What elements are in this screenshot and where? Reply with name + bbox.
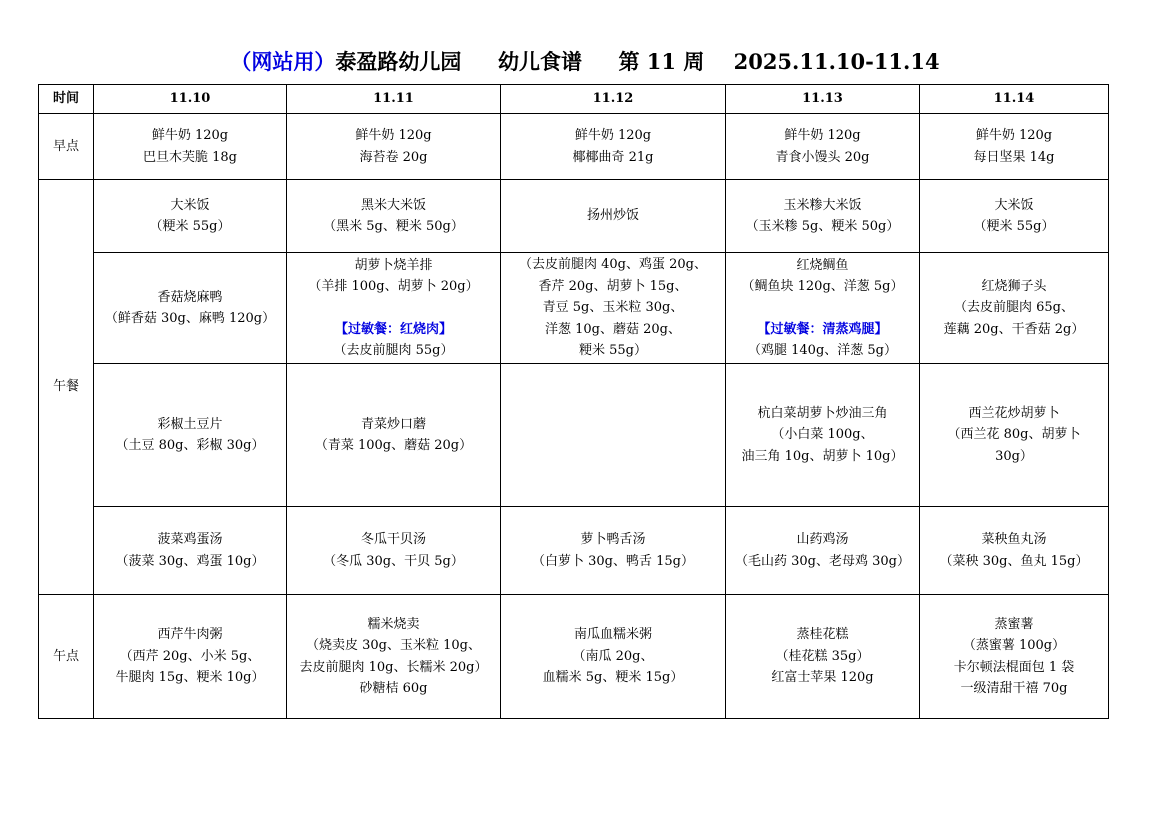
cell-line: 胡萝卜烧羊排 xyxy=(354,257,433,273)
row-label-snack: 午点 xyxy=(39,595,94,719)
cell-line: 牛腿肉 15g、粳米 10g） xyxy=(115,670,265,686)
cell-line: 每日坚果 14g xyxy=(973,149,1055,165)
soup-cell xyxy=(287,507,501,595)
snack-cell xyxy=(501,595,726,719)
breakfast-cell xyxy=(501,114,726,180)
cell-line: 彩椒土豆片 xyxy=(157,416,223,432)
cell-line: 鲜牛奶 120g xyxy=(151,128,229,143)
header-date: 11.13 xyxy=(726,85,920,114)
cell-line: 红烧鲷鱼 xyxy=(796,257,849,273)
main-dish-cell xyxy=(287,253,501,364)
cell-line: （鸡腿 140g、洋葱 5g） xyxy=(748,343,897,358)
staple-cell xyxy=(287,180,501,253)
lunch-soup-row xyxy=(39,507,1109,595)
cell-line: 玉米糁大米饭 xyxy=(783,197,862,213)
cell-line: 青菜炒口蘑 xyxy=(360,416,426,432)
cell-line: （羊排 100g、胡萝卜 20g） xyxy=(308,279,479,294)
cell-line: 山药鸡汤 xyxy=(796,532,849,547)
cell-line: （蒸蜜薯 100g） xyxy=(962,638,1066,653)
breakfast-cell xyxy=(920,114,1109,180)
cell-line: 西兰花炒胡萝卜 xyxy=(968,405,1060,421)
cell-line: （菜秧 30g、鱼丸 15g） xyxy=(939,553,1089,569)
cell-line: 西芹牛肉粥 xyxy=(157,627,223,643)
veg-dish-cell xyxy=(726,364,920,507)
breakfast-row xyxy=(39,114,1109,180)
header-date: 11.10 xyxy=(94,85,287,114)
row-label-breakfast: 早点 xyxy=(39,114,94,180)
cell-line: 去皮前腿肉 10g、长糯米 20g） xyxy=(299,659,488,675)
staple-cell xyxy=(501,180,726,253)
staple-cell xyxy=(94,180,287,253)
cell-line: 一级清甜干禧 70g xyxy=(960,681,1068,696)
cell-line: （冬瓜 30g、干贝 5g） xyxy=(323,553,464,569)
cell-line: （鲜香菇 30g、麻鸭 120g） xyxy=(104,311,276,326)
cell-line: （青菜 100g、蘑菇 20g） xyxy=(314,438,473,453)
cell-line: 香菇烧麻鸭 xyxy=(157,289,223,305)
cell-line: 南瓜血糯米粥 xyxy=(573,627,652,643)
lunch-veg-row xyxy=(39,364,1109,507)
staple-cell xyxy=(920,180,1109,253)
header-date: 11.14 xyxy=(920,85,1109,114)
snack-cell xyxy=(287,595,501,719)
snack-row xyxy=(39,595,1109,719)
cell-line: （西芹 20g、小米 5g、 xyxy=(119,648,261,664)
cell-line: 扬州炒饭 xyxy=(586,208,639,224)
row-label-lunch: 午餐 xyxy=(39,180,94,595)
allergy-meal-label: 【过敏餐：红烧肉】 xyxy=(334,321,452,337)
cell-line: 鲜牛奶 120g xyxy=(784,128,861,143)
cell-line: 海苔卷 20g xyxy=(359,149,428,165)
veg-dish-cell xyxy=(94,364,287,507)
snack-cell xyxy=(920,595,1109,719)
soup-cell xyxy=(920,507,1109,595)
title-prefix: （网站用） xyxy=(230,49,336,74)
cell-line: （粳米 55g） xyxy=(149,219,231,234)
allergy-meal-label: 【过敏餐：清蒸鸡腿】 xyxy=(757,321,888,337)
veg-dish-cell xyxy=(920,364,1109,507)
lunch-staple-row xyxy=(39,180,1109,253)
cell-line: （南瓜 20g、 xyxy=(572,648,654,664)
cell-line: 糯米烧卖 xyxy=(367,616,420,632)
cell-line: 红烧狮子头 xyxy=(981,278,1047,294)
cell-line: 蒸桂花糕 xyxy=(796,627,849,643)
cell-line: 冬瓜干贝汤 xyxy=(360,532,426,547)
cell-line: 大米饭 xyxy=(994,197,1034,213)
cell-line: 巴旦木芙脆 18g xyxy=(143,149,237,165)
cell-line: 洋葱 10g、蘑菇 20g、 xyxy=(545,321,681,337)
cell-line: （菠菜 30g、鸡蛋 10g） xyxy=(115,553,265,569)
main-dish-cell xyxy=(726,253,920,364)
cell-line: 卡尔顿法棍面包 1 袋 xyxy=(953,659,1075,675)
cell-line: 30g） xyxy=(995,448,1033,464)
header-date: 11.11 xyxy=(287,85,501,114)
breakfast-cell xyxy=(94,114,287,180)
cell-line: （烧卖皮 30g、玉米粒 10g、 xyxy=(306,638,481,653)
cell-line: 青食小馒头 20g xyxy=(775,149,870,165)
cell-line: 菠菜鸡蛋汤 xyxy=(157,532,223,547)
cell-line: 油三角 10g、胡萝卜 10g） xyxy=(741,448,904,464)
page-title xyxy=(0,46,1170,76)
soup-cell xyxy=(94,507,287,595)
cell-line: （西兰花 80g、胡萝卜 xyxy=(947,427,1081,443)
cell-line: 鲜牛奶 120g xyxy=(975,128,1053,143)
cell-line: 萝卜鸭舌汤 xyxy=(580,532,646,547)
cell-line: （桂花糕 35g） xyxy=(775,648,870,664)
staple-cell xyxy=(726,180,920,253)
cell-line: （小白菜 100g、 xyxy=(771,427,874,443)
cell-line: 椰椰曲奇 21g xyxy=(572,149,654,165)
cell-line: （毛山药 30g、老母鸡 30g） xyxy=(735,553,910,569)
menu-table xyxy=(38,84,1109,719)
cell-line: 黑米大米饭 xyxy=(360,197,426,213)
cell-line: 红富士苹果 120g xyxy=(771,670,874,686)
main-dish-cell xyxy=(920,253,1109,364)
cell-line: 鲜牛奶 120g xyxy=(574,128,652,143)
cell-line: 青豆 5g、玉米粒 30g、 xyxy=(542,300,684,316)
cell-line: （土豆 80g、彩椒 30g） xyxy=(115,438,265,453)
snack-cell xyxy=(726,595,920,719)
breakfast-cell xyxy=(726,114,920,180)
cell-line: 鲜牛奶 120g xyxy=(355,128,432,143)
cell-line: 杭白菜胡萝卜炒油三角 xyxy=(757,405,888,421)
title-text: 泰盈路幼儿园 幼儿食谱 第 11 周 2025.11.10-11.14 xyxy=(335,49,940,74)
lunch-main-row xyxy=(39,253,1109,364)
veg-dish-cell xyxy=(287,364,501,507)
cell-line: （黑米 5g、粳米 50g） xyxy=(323,219,464,234)
cell-line: （鲷鱼块 120g、洋葱 5g） xyxy=(741,279,904,294)
soup-cell xyxy=(501,507,726,595)
cell-line: 砂糖桔 60g xyxy=(359,681,428,696)
cell-line: 蒸蜜薯 xyxy=(994,616,1034,632)
cell-line: 粳米 55g） xyxy=(579,343,647,359)
header-date: 11.12 xyxy=(501,85,726,114)
main-dish-cell xyxy=(501,253,726,364)
breakfast-cell xyxy=(287,114,501,180)
header-time: 时间 xyxy=(39,85,94,114)
cell-line: （玉米糁 5g、粳米 50g） xyxy=(745,219,900,234)
cell-line: 血糯米 5g、粳米 15g） xyxy=(542,670,684,686)
soup-cell xyxy=(726,507,920,595)
cell-line: 大米饭 xyxy=(170,197,210,213)
cell-line: 菜秧鱼丸汤 xyxy=(981,532,1047,547)
header-row xyxy=(39,85,1109,114)
main-dish-cell xyxy=(94,253,287,364)
cell-line: （去皮前腿肉 40g、鸡蛋 20g、 xyxy=(519,257,707,273)
cell-line: 莲藕 20g、干香菇 2g） xyxy=(943,321,1085,337)
cell-line: （去皮前腿肉 55g） xyxy=(333,343,454,358)
cell-line: （白萝卜 30g、鸭舌 15g） xyxy=(532,553,694,569)
cell-line: （去皮前腿肉 65g、 xyxy=(954,300,1074,316)
veg-dish-cell-empty xyxy=(501,364,726,507)
cell-line: （粳米 55g） xyxy=(973,219,1055,234)
cell-line: 香芹 20g、胡萝卜 15g、 xyxy=(538,278,688,294)
snack-cell xyxy=(94,595,287,719)
